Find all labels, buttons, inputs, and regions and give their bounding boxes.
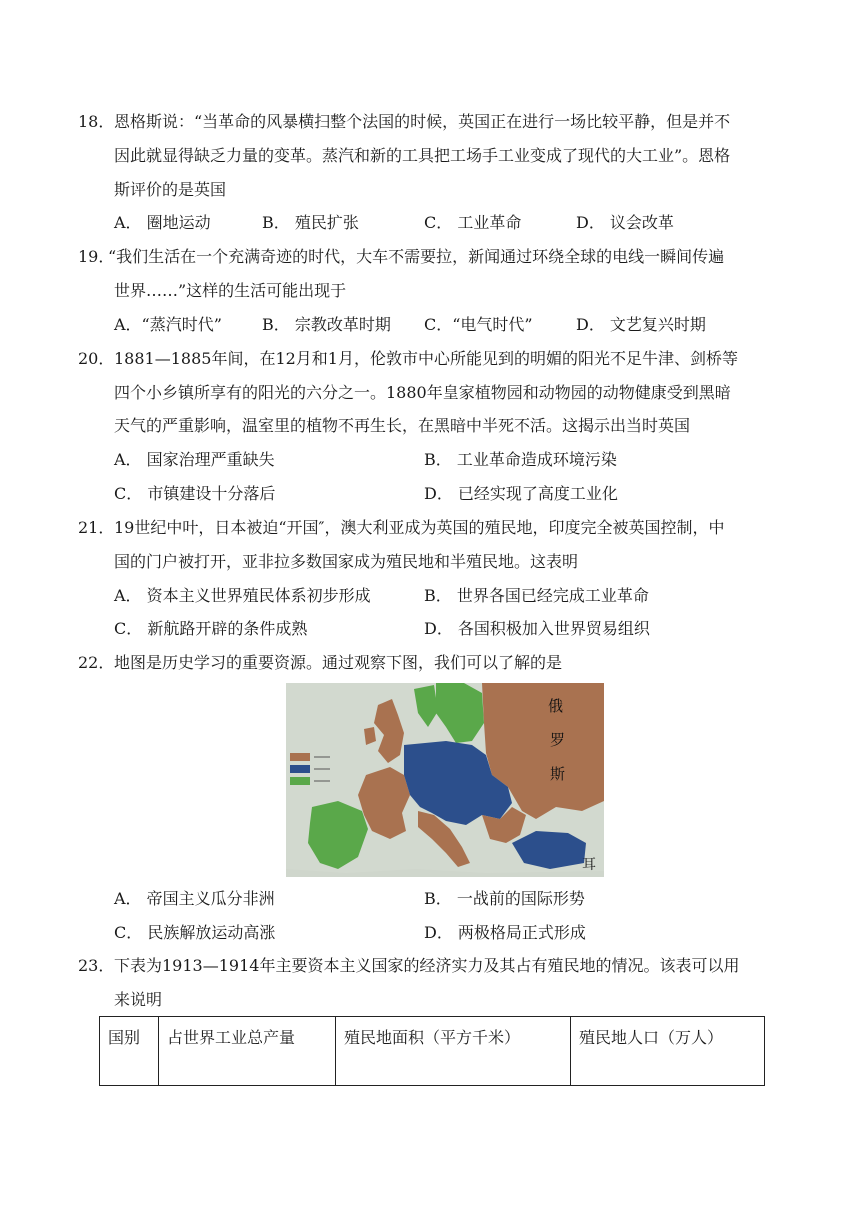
map-label-russia-2: 罗 [550, 731, 566, 749]
question-21-line-2: 国的门户被打开，亚非拉多数国家成为殖民地和半殖民地。这表明 [114, 552, 579, 571]
question-18-line-2: 因此就显得缺乏力量的变革。蒸汽和新的工具把工场手工业变成了现代的大工业”。恩格 [114, 146, 731, 165]
table-header-colony-area: 殖民地面积（平方千米） [336, 1017, 571, 1086]
q18-option-c[interactable]: C． 工业革命 [424, 213, 522, 232]
question-19-number: 19． [78, 247, 115, 266]
question-20-line-1: 1881—1885年间，在12月和1月，伦敦市中心所能见到的明媚的阳光不足牛津、剑桥等 [114, 349, 738, 368]
question-22-line-1: 地图是历史学习的重要资源。通过观察下图，我们可以了解的是 [114, 653, 563, 672]
question-20-line-2: 四个小乡镇所享有的阳光的六分之一。1880年皇家植物园和动物园的动物健康受到黑暗 [114, 383, 731, 402]
q18-option-a[interactable]: A． 圈地运动 [114, 213, 211, 232]
q19-option-d[interactable]: D． 文艺复兴时期 [576, 315, 706, 334]
q20-option-b[interactable]: B． 工业革命造成环境污染 [424, 450, 617, 469]
table-header-colony-population: 殖民地人口（万人） [571, 1017, 765, 1086]
question-18-line-1: 恩格斯说：“当革命的风暴横扫整个法国的时候，英国正在进行一场比较平静，但是并不 [114, 112, 731, 131]
q21-option-b[interactable]: B． 世界各国已经完成工业革命 [424, 586, 649, 605]
q20-option-a[interactable]: A． 国家治理严重缺失 [114, 450, 275, 469]
colony-table [99, 1016, 765, 1086]
q19-option-c[interactable]: C．“电气时代” [424, 315, 533, 334]
q22-option-d[interactable]: D． 两极格局正式形成 [424, 923, 586, 942]
table-header-row [100, 1017, 765, 1086]
question-23-line-1: 下表为1913—1914年主要资本主义国家的经济实力及其占有殖民地的情况。该表可以用 [114, 956, 740, 975]
q21-option-d[interactable]: D． 各国积极加入世界贸易组织 [424, 619, 650, 638]
map-label-russia-1: 俄 [548, 697, 564, 715]
question-21-number: 21． [78, 518, 115, 537]
europe-map-svg [286, 683, 604, 877]
question-22-number: 22． [78, 653, 115, 672]
q20-option-c[interactable]: C． 市镇建设十分落后 [114, 484, 276, 503]
q21-option-a[interactable]: A． 资本主义世界殖民体系初步形成 [114, 586, 371, 605]
question-19-line-1: “我们生活在一个充满奇迹的时代，大车不需要拉，新闻通过环绕全球的电线一瞬间传遍 [108, 247, 725, 266]
q22-option-c[interactable]: C． 民族解放运动高涨 [114, 923, 276, 942]
q18-option-d[interactable]: D． 议会改革 [576, 213, 674, 232]
q20-option-d[interactable]: D． 已经实现了高度工业化 [424, 484, 618, 503]
question-23-line-2: 来说明 [114, 990, 163, 1009]
q22-option-b[interactable]: B． 一战前的国际形势 [424, 889, 585, 908]
table-header-industrial-output: 占世界工业总产量 [159, 1017, 336, 1086]
table-header-country: 国别 [100, 1017, 159, 1086]
q22-option-a[interactable]: A． 帝国主义瓜分非洲 [114, 889, 275, 908]
q19-option-b[interactable]: B． 宗教改革时期 [262, 315, 391, 334]
q21-option-c[interactable]: C． 新航路开辟的条件成熟 [114, 619, 308, 638]
europe-map-image [286, 683, 604, 877]
q19-option-a[interactable]: A．“蒸汽时代” [114, 315, 222, 334]
q18-option-b[interactable]: B． 殖民扩张 [262, 213, 359, 232]
question-20-number: 20． [78, 349, 115, 368]
question-23-number: 23． [78, 956, 115, 975]
question-19-line-2: 世界……”这样的生活可能出现于 [114, 281, 347, 300]
question-18-number: 18． [78, 112, 115, 131]
map-label-turkey: 耳 [582, 857, 596, 873]
question-20-line-3: 天气的严重影响，温室里的植物不再生长，在黑暗中半死不活。这揭示出当时英国 [114, 416, 691, 435]
question-18-line-3: 斯评价的是英国 [114, 180, 227, 199]
question-21-line-1: 19世纪中叶，日本被迫“开国″，澳大利亚成为英国的殖民地，印度完全被英国控制，中 [114, 518, 725, 537]
map-label-russia-3: 斯 [550, 765, 566, 783]
